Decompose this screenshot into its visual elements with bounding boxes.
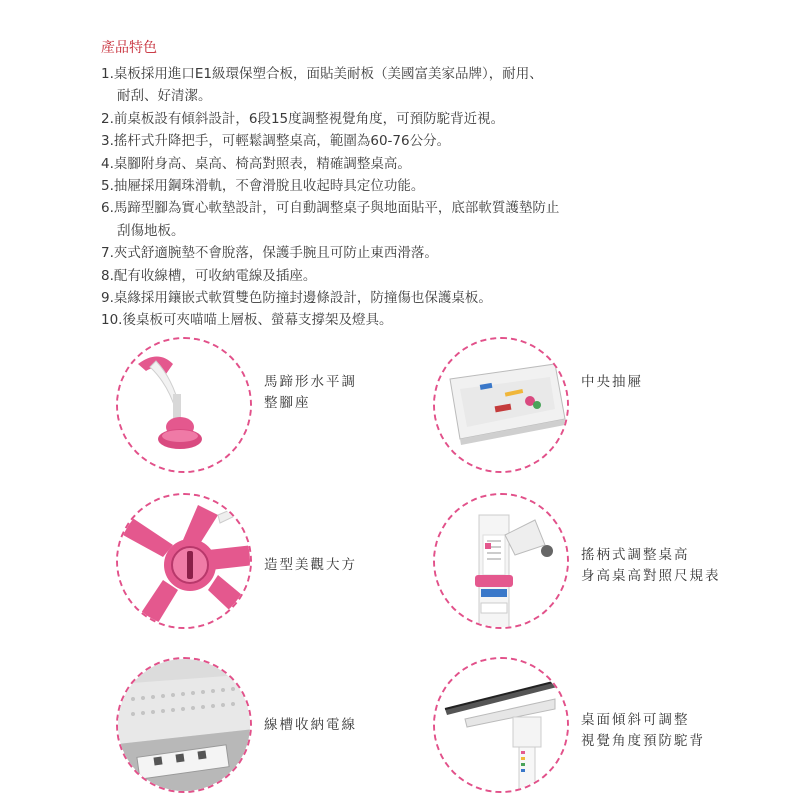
feature-item-1 <box>101 63 701 108</box>
feature-1-line2: 耐刮、好清潔。 <box>117 88 212 105</box>
foot-detail-image <box>116 337 252 473</box>
tilt-caption <box>581 710 705 752</box>
cable-caption-line1: 線槽收納電線 <box>264 717 357 733</box>
foot-caption-line1: 馬蹄形水平調 <box>264 374 357 390</box>
feature-6-line2: 刮傷地板。 <box>117 222 185 239</box>
base-caption-line1: 造型美觀大方 <box>264 557 357 573</box>
tilt-detail-image <box>433 657 569 793</box>
feature-item-6 <box>101 197 701 242</box>
feature-item-2: 2.前桌板設有傾斜設計，6段15度調整視覺角度，可預防駝背近視。 <box>101 110 505 127</box>
feature-item-4: 4.桌腳附身高、桌高、椅高對照表，精確調整桌高。 <box>101 155 411 172</box>
crank-caption <box>581 545 721 587</box>
base-detail-image <box>116 493 252 629</box>
feature-1-line1: 1.桌板採用進口E1級環保塑合板，面貼美耐板（美國富美家品牌），耐用、 <box>101 66 543 82</box>
feature-6-line1: 6.馬蹄型腳為實心軟墊設計，可自動調整桌子與地面貼平，底部軟質護墊防止 <box>101 200 560 217</box>
cable-detail-image <box>116 657 252 793</box>
features-title: 產品特色 <box>101 40 157 56</box>
feature-item-3: 3.搖杆式升降把手，可輕鬆調整桌高，範圍為60-76公分。 <box>101 133 451 150</box>
feature-item-5: 5.抽屜採用鋼珠滑軌，不會滑脫且收起時具定位功能。 <box>101 178 425 195</box>
drawer-caption-line1: 中央抽屜 <box>581 374 643 390</box>
crank-caption-line2: 身高桌高對照尺規表 <box>581 568 721 584</box>
foot-caption <box>264 372 357 414</box>
drawer-caption <box>581 372 643 393</box>
product-features <box>101 38 701 332</box>
base-caption <box>264 555 357 576</box>
tilt-caption-line1: 桌面傾斜可調整 <box>581 712 690 728</box>
cable-caption <box>264 715 357 736</box>
crank-caption-line1: 搖柄式調整桌高 <box>581 547 690 563</box>
foot-caption-line2: 整腳座 <box>264 395 311 411</box>
drawer-detail-image <box>433 337 569 473</box>
tilt-caption-line2: 視覺角度預防駝背 <box>581 733 705 749</box>
feature-item-9: 9.桌緣採用鑲嵌式軟質雙色防撞封邊條設計，防撞傷也保護桌板。 <box>101 290 492 307</box>
feature-item-7: 7.夾式舒適腕墊不會脫落，保護手腕且可防止東西滑落。 <box>101 245 438 262</box>
crank-detail-image <box>433 493 569 629</box>
feature-item-10: 10.後桌板可夾喵喵上層板、螢幕支撐架及燈具。 <box>101 312 393 329</box>
feature-item-8: 8.配有收線槽，可收納電線及插座。 <box>101 267 317 284</box>
